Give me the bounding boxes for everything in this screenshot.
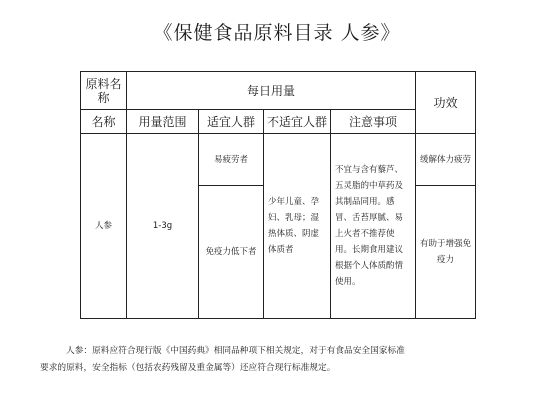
- header-dose-range: 用量范围: [127, 110, 199, 134]
- suitable-fatigue: 易疲劳者: [199, 134, 264, 186]
- ingredient-catalog-table: [80, 71, 476, 319]
- header-suitable: 适宜人群: [199, 110, 264, 134]
- header-raw-name: 原料名称: [81, 72, 127, 110]
- efficacy-immunity: 有助于增强免疫力: [416, 186, 476, 319]
- header-name: 名称: [81, 110, 127, 134]
- footnote-line-2: 要求的原料，安全指标（包括农药残留及重金属等）还应符合现行标准规定。: [40, 363, 336, 373]
- row-dose-range: 1-3g: [127, 134, 199, 319]
- unsuitable-groups: 少年儿童、孕妇、乳母；湿热体质、阴虚体质者: [264, 134, 331, 319]
- page-title: 《保健食品原料目录 人参》: [153, 22, 401, 44]
- efficacy-fatigue: 缓解体力疲劳: [416, 134, 476, 186]
- header-daily-dosage: 每日用量: [127, 72, 416, 110]
- row-name: 人参: [81, 134, 127, 319]
- precautions: 不宜与含有藜芦、五灵脂的中草药及其制品同用。感冒、舌苔厚腻、易上火者不推荐使用。长期食用建议根据个人体质酌情使用。: [331, 134, 416, 319]
- header-efficacy: 功效: [416, 72, 476, 134]
- footnote: [40, 343, 518, 377]
- header-notes: 注意事项: [331, 110, 416, 134]
- footnote-line-1: 人参：原料应符合现行版《中国药典》相同品种项下相关规定，对于有食品安全国家标准: [66, 346, 405, 356]
- suitable-low-immunity: 免疫力低下者: [199, 186, 264, 319]
- header-unsuitable: 不适宜人群: [264, 110, 331, 134]
